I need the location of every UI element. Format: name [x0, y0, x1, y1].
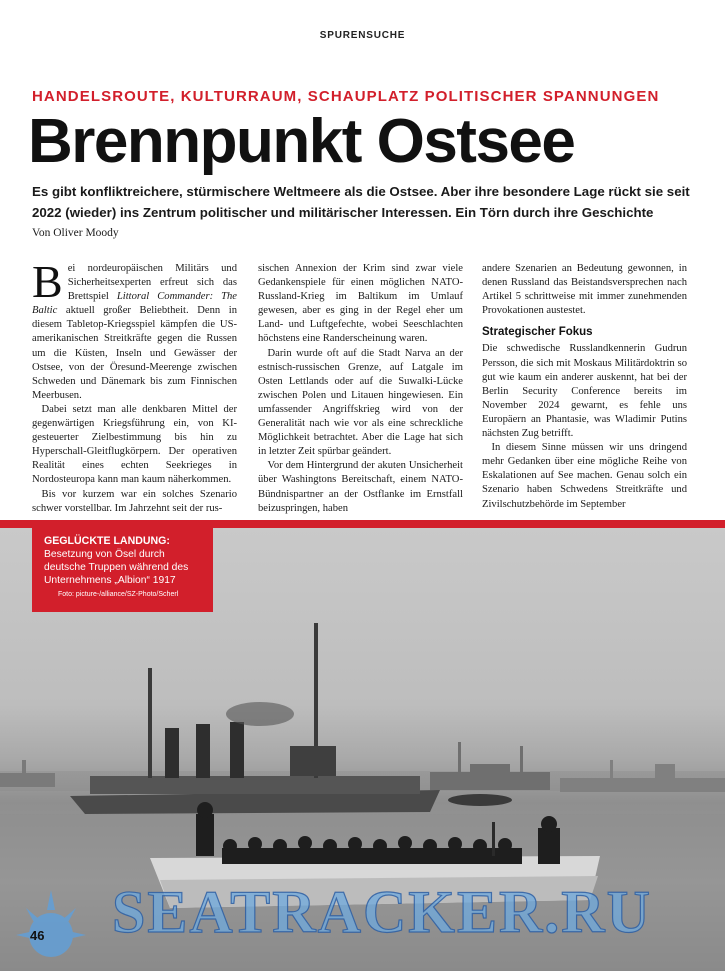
paragraph: Bis vor kurzem war ein solches Szenario schwer vorstellbar. Im Jahrzehnt seit der rus-	[32, 488, 237, 514]
paragraph: Vor dem Hintergrund der akuten Unsicherheit über Washingtons Bereitschaft, einem NATO-Bündnispartner an der Ostflanke im Ernstfall beizuspringen, haben	[258, 460, 463, 514]
red-divider	[0, 520, 725, 528]
warship	[70, 623, 440, 814]
paragraph: Darin wurde oft auf die Stadt Narva an der estnisch-russischen Grenze, auf Latgale im Osten Lettlands oder auf die Suwalki-Lücke zwischen Polen und Litauen hingewiesen. Ein umfassender Angriffskrieg wird von der Generalität nach wie vor als eine schreckliche Möglichkeit betrachtet. Aber die Lage hat sich in letzter Zeit spürbar geändert.	[258, 347, 463, 458]
article-byline: Von Oliver Moody	[32, 227, 119, 239]
paragraph: In diesem Sinne müssen wir uns dringend mehr Gedanken über eine mögliche Reihe von Eskalationen auf See machen. Genau solch ein Szenario haben Schwedens Streitkräfte und Zivilschutzbehörde im September	[482, 442, 687, 510]
watermark-text: SEATRACKER.RU	[112, 879, 652, 945]
watermark-logo-icon	[6, 880, 96, 970]
distant-ship	[430, 742, 550, 790]
text-column-3	[482, 262, 687, 512]
text-column-1	[32, 256, 237, 516]
drop-cap: B	[32, 256, 63, 307]
game-title: Littoral Commander: The Baltic	[32, 291, 237, 317]
text-column-2	[258, 262, 463, 516]
paragraph: andere Szenarien an Bedeutung gewonnen, in denen Russland das Beistandsversprechen nach Artikel 5 schrittweise mit immer zunehmenden Provokationen austestet.	[482, 263, 687, 317]
photo-credit: Foto: picture-/alliance/SZ-Photo/Scherl	[58, 591, 179, 598]
section-label: SPURENSUCHE	[319, 30, 406, 41]
caption-text: Besetzung von Ösel durch deutsche Truppen während des Unternehmens „Albion“ 1917	[44, 549, 189, 586]
subheading: Strategischer Fokus	[482, 326, 593, 339]
paragraph-text: ei nordeuropäischen Militärs und Sicherheitsexperten erfreut sich das Brettspiel	[67, 263, 237, 303]
paragraph-text: aktuell großer Beliebtheit. Denn in diesem Tabletop-Kriegsspiel kämpfen die US-amerikanischen Streitkräfte gegen die Russen um die Küsten, Inseln und Gewässer der Ostsee, von der Öresund-Meerenge zwischen Schweden und Dänemark bis zum Finnischen Meerbusen.	[32, 305, 237, 401]
article-lead: Es gibt konfliktreichere, stürmischere Weltmeere als die Ostsee. Aber ihre besondere Lage rückt sie seit 2022 (wieder) ins Zentrum politischer und militärischer Interessen. Ein Törn durch ihre Geschichte	[32, 184, 690, 220]
distant-ship	[0, 760, 55, 787]
article-kicker: HANDELSROUTE, KULTURRAUM, SCHAUPLATZ POLITISCHER SPANNUNGEN	[32, 88, 660, 105]
article-headline: Brennpunkt Ostsee	[28, 107, 575, 176]
caption-title: GEGLÜCKTE LANDUNG:	[44, 535, 170, 547]
paragraph	[32, 256, 237, 403]
small-boat	[448, 794, 512, 806]
paragraph: sischen Annexion der Krim sind zwar viele Gedankenspiele für einen möglichen NATO-Russland-Krieg im Baltikum im Umlauf gewesen, aber es ging in der Regel eher um Land- und Luftgefechte, wobei Seeschlachten höchstens eine Randerscheinung waren.	[258, 263, 463, 345]
page-number: 46	[30, 928, 45, 943]
photo-caption-box	[32, 528, 213, 612]
paragraph: Die schwedische Russlandkennerin Gudrun Persson, die sich mit Moskaus Militärdoktrin so gut wie kaum ein anderer auskennt, hat bei der Berlin Security Conference bereits im November 2024 gewarnt, es fehle uns Europäern an Phantasie, was Wladimir Putins nächsten Zug betrifft.	[482, 343, 687, 440]
paragraph: Dabei setzt man alle denkbaren Mittel der gegenwärtigen Kriegsführung ein, von KI-gesteuerter Zielbestimmung bis hin zu Hyperschall-Gleitflugkörpern. Der operativen Realität eines echten Seekrieges in Nordosteuropa kann man kaum näherkommen.	[32, 403, 237, 486]
